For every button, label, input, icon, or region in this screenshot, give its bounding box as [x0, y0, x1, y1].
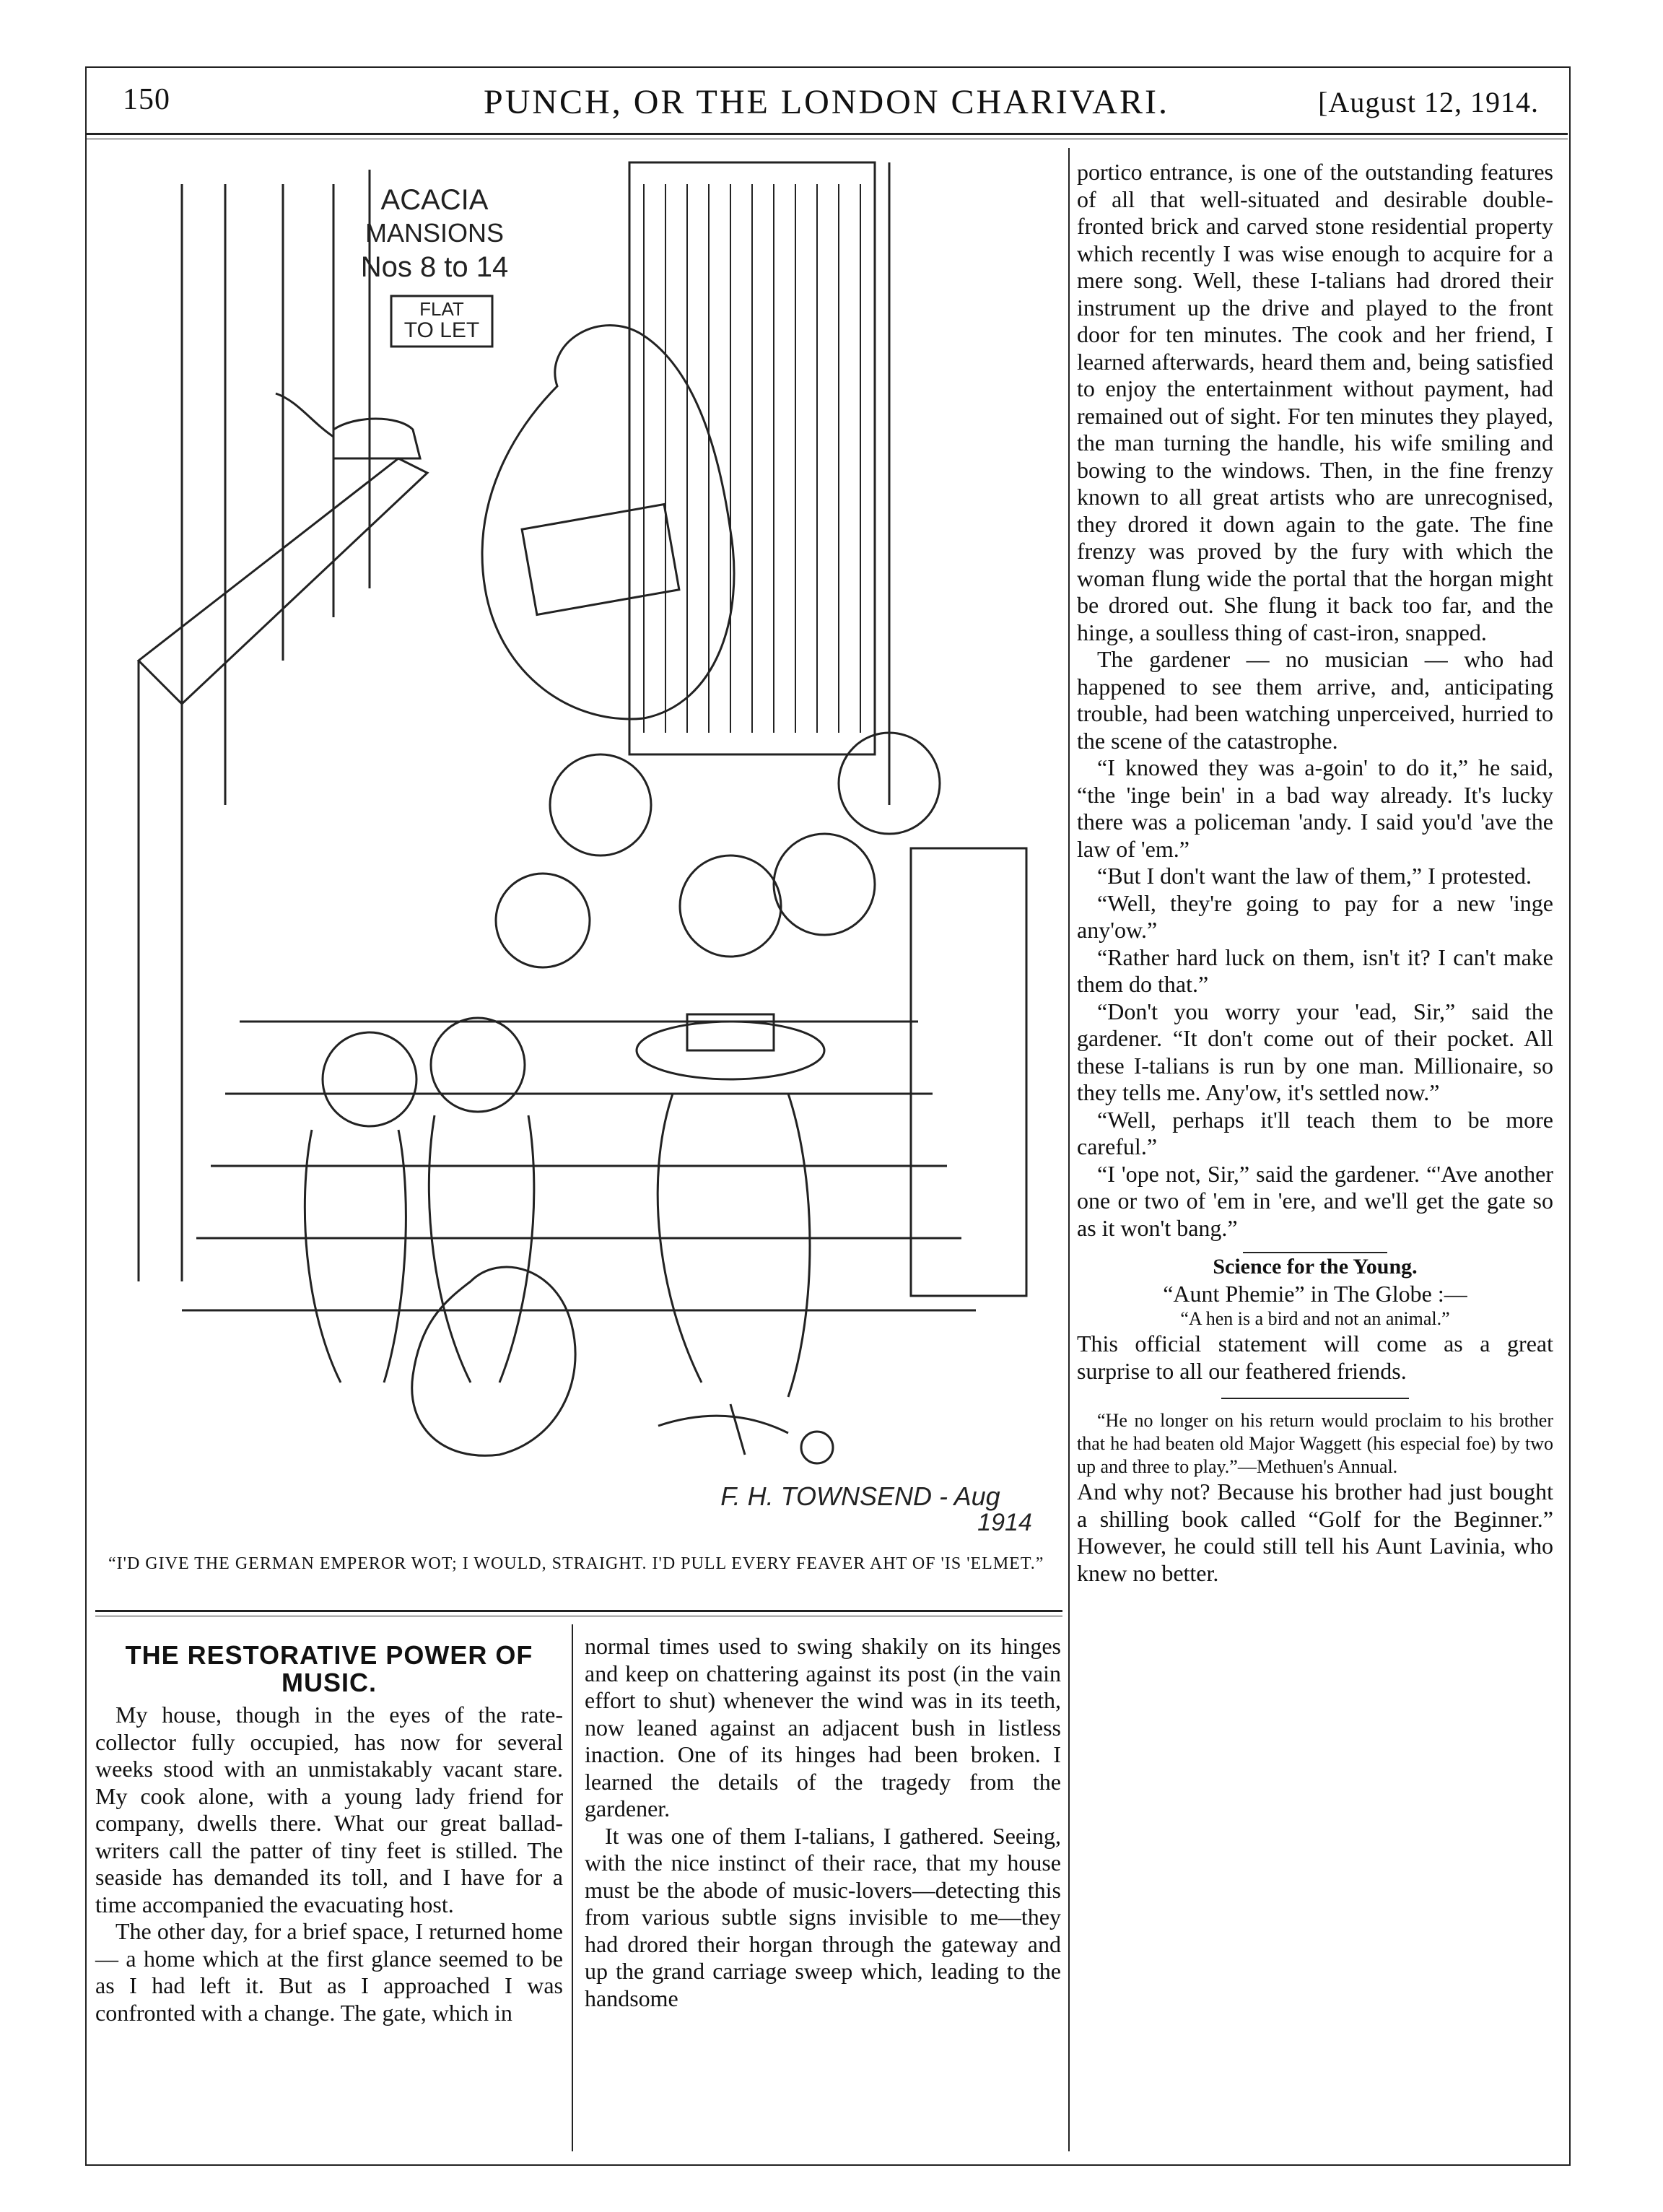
article-paragraph: The gardener — no musician — who had happened to see them arrive, and, anticipating trouble, had been watching unperceived, hurried to the scene of the catastrophe.: [1077, 646, 1553, 754]
science-title: Science for the Young.: [1213, 1255, 1418, 1279]
header-rule-top: [85, 133, 1568, 135]
masthead-title: PUNCH, OR THE LONDON CHARIVARI.: [484, 83, 1169, 121]
page-number: 150: [123, 83, 170, 116]
article-paragraph: portico entrance, is one of the outstanding features of all that well-situated and desirable double-fronted brick and carved stone residential property which recently I was wise enough to acquire for a mere song. Well, these I-talians had drored their instrument up the drive and played to the front door for ten minutes. The cook and her friend, I learned afterwards, heard them and, being satisfied to enjoy the entertainment without payment, had remained out of sight. For ten minutes they played, the man turning the handle, his wife smiling and bowing to the windows. Then, in the fine frenzy known to all great artists who are unrecognised, they drored it down again to the gate. The fine frenzy was proved by the fury with which the woman flung wide the portal that the horgan might be drored out. She flung it back too far, and the hinge, a soulless thing of cast-iron, snapped.: [1077, 159, 1553, 645]
article-paragraph: “Well, they're going to pay for a new 'inge any'ow.”: [1077, 889, 1553, 943]
article-column-middle: [585, 1633, 1061, 2012]
article-title: THE RESTORATIVE POWER OF MUSIC.: [125, 1640, 533, 1697]
science-intro: “Aunt Phemie” in The Globe :—: [1163, 1280, 1467, 1307]
sign-numbers: Nos 8 to 14: [360, 251, 509, 283]
article-paragraph: “Well, perhaps it'll teach them to be more careful.”: [1077, 1106, 1553, 1159]
waggett-quote: “He no longer on his return would proclaim to his brother that he had beaten old Major Waggett (his especial foe) by two up and three to play.”—Methuen's Annual.: [1077, 1410, 1553, 1477]
column-rule-left: [572, 1624, 573, 2151]
waggett-comment: And why not? Because his brother had just bought a shilling book called “Golf for the Beginner.” However, he could still tell his Aunt Lavinia, who knew no better.: [1077, 1479, 1553, 1586]
article-paragraph: “I 'ope not, Sir,” said the gardener. “'Ave another one or two of 'em in 'ere, and we'll get the gate so as it won't bang.”: [1077, 1160, 1553, 1241]
short-rule: [1221, 1398, 1409, 1399]
article-paragraph: “Rather hard luck on them, isn't it? I can't make them do that.”: [1077, 944, 1553, 997]
cartoon-illustration: [95, 155, 1062, 1534]
column-rule-right: [1068, 148, 1070, 2151]
article-column-left: [95, 1633, 563, 2026]
article-paragraph: “I knowed they was a-goin' to do it,” he said, “the 'inge bein' in a bad way already. It's lucky there was a policeman 'andy. I said you'd 'ave the law of 'em.”: [1077, 754, 1553, 862]
article-paragraph: My house, though in the eyes of the rate-collector fully occupied, has now for several weeks stood with an unmistakably vacant stare. My cook alone, with a young lady friend for company, dwells there. What our great ballad-writers call the patter of tiny feet is stilled. The seaside has demanded its toll, and I have for a time accompanied the evacuating host.: [95, 1702, 563, 1917]
page-header: [85, 78, 1568, 136]
section-rule-top: [95, 1610, 1062, 1612]
article-paragraph: “But I don't want the law of them,” I protested.: [1097, 863, 1532, 889]
article-paragraph: It was one of them I-talians, I gathered. Seeing, with the nice instinct of their race, that my house must be the abode of music-lovers—detecting this from various subtle signs invisible to me—they had drored their horgan through the gateway and up the grand carriage sweep which, leading to the handsome: [585, 1822, 1061, 2011]
sign-mansions: MANSIONS: [365, 218, 505, 248]
article-paragraph: normal times used to swing shakily on its hinges and keep on chattering against its post (in the vain effort to shut) whenever the wind was in its teeth, now leaned against an adjacent bush in listless inaction. One of its hinges had been broken. I learned the details of the tragedy from the gardener.: [585, 1633, 1061, 1821]
artist-signature-year: 1914: [977, 1509, 1032, 1534]
artist-signature: F. H. TOWNSEND - Aug: [720, 1481, 1000, 1511]
article-column-right: [1077, 159, 1553, 1587]
issue-date: [August 12, 1914.: [1318, 86, 1539, 118]
sign-acacia: ACACIA: [380, 184, 489, 216]
sign-to-let: TO LET: [403, 318, 480, 342]
article-paragraph: “Don't you worry your 'ead, Sir,” said the gardener. “It don't come out of their pocket. All these I-talians is run by one man. Millionaire, so they tells me. Any'ow, it's settled now.”: [1077, 998, 1553, 1105]
science-comment: This official statement will come as a great surprise to all our feathered friends.: [1077, 1331, 1553, 1384]
article-paragraph: The other day, for a brief space, I returned home — a home which at the first glance seemed to be as I had left it. But as I approached I was confronted with a change. The gate, which in: [95, 1918, 563, 2026]
science-quote: “A hen is a bird and not an animal.”: [1180, 1308, 1450, 1329]
sign-flat: FLAT: [419, 298, 464, 320]
cartoon-caption: “I'D GIVE THE GERMAN EMPEROR WOT; I WOULD, STRAIGHT. I'D PULL EVERY FEAVER AHT OF 'IS 'ELMET.”: [108, 1554, 1044, 1573]
